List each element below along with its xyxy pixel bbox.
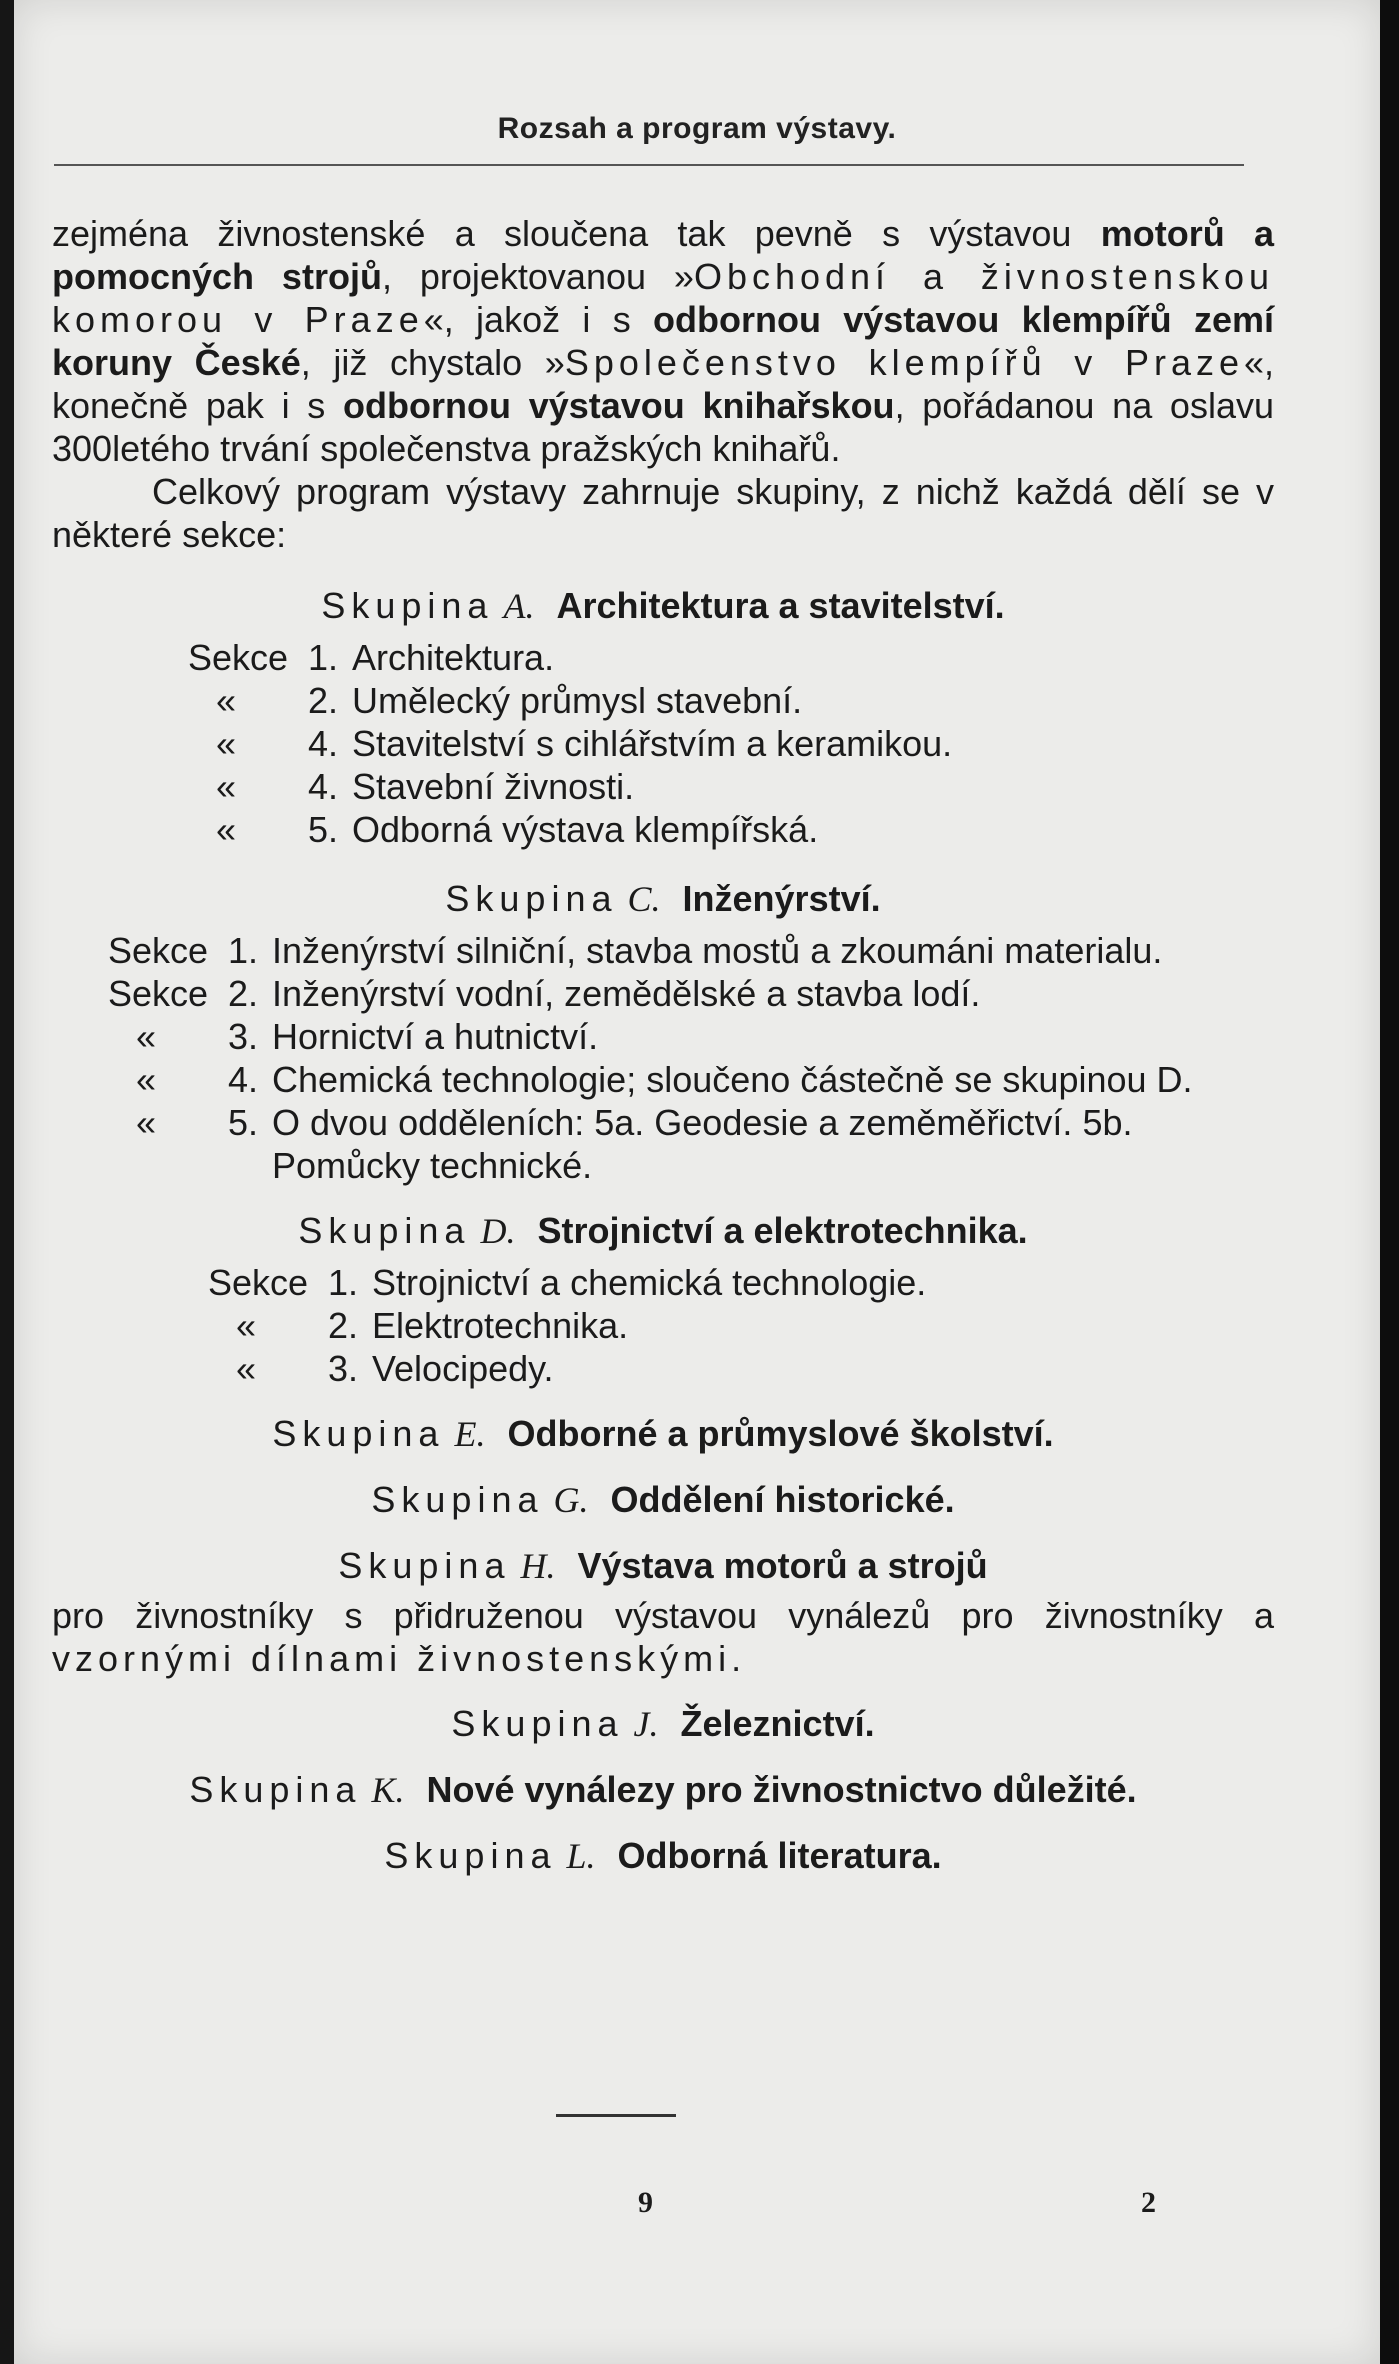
group-letter: J. — [633, 1704, 659, 1744]
intro-run: motorů a pomocných strojů — [52, 213, 1274, 297]
intro-run: , pořádanou na oslavu 300letého trvání společenstva pražských knihařů. — [52, 385, 1274, 469]
group-title: Odborná literatura. — [617, 1835, 942, 1876]
group-letter: C. — [627, 879, 661, 919]
group-title: Nové vynálezy pro živnostnictvo důležité. — [426, 1769, 1137, 1810]
section-number: 4. — [307, 723, 338, 764]
section-row: Sekce 2. Inženýrství vodní, zemědělské a stavba lodí. — [214, 972, 1274, 1015]
section-text: Strojnictví a chemická technologie. — [372, 1262, 927, 1303]
intro-run: Obchodní a živnostenskou komorou v Praze — [52, 256, 1275, 340]
section-text: Odborná výstava klempířská. — [352, 809, 819, 850]
group — [52, 1209, 1274, 1390]
intro-paragraph-1 — [52, 212, 1274, 470]
intro-run: «, konečně pak i s — [52, 342, 1275, 426]
section-text: Hornictví a hutnictví. — [272, 1016, 599, 1057]
header-rule — [54, 164, 1244, 166]
group-note-spaced: vzornými dílnami živnostenskými. — [52, 1638, 747, 1679]
group — [52, 1544, 1274, 1680]
group — [52, 1834, 1274, 1878]
section-row: Sekce 1. Architektura. — [294, 636, 1274, 679]
group-heading — [52, 584, 1274, 628]
group-heading — [52, 1768, 1274, 1812]
running-header: Rozsah a program výstavy. — [497, 112, 897, 145]
section-number: 1. — [327, 1262, 358, 1303]
section-number: 5. — [307, 809, 338, 850]
intro-paragraph-2: Celkový program výstavy zahrnuje skupiny, z nichž každá dělí se v některé sekce: — [52, 471, 1274, 555]
group-heading — [52, 1209, 1274, 1253]
section-text: O dvou odděleních: 5a. Geodesie a zeměměřictví. 5b. Pomůcky technické. — [272, 1102, 1133, 1186]
section-text: Inženýrství silniční, stavba mostů a zkoumáni materialu. — [272, 930, 1163, 971]
group-word: Skupina — [384, 1835, 557, 1876]
group-letter: L. — [566, 1836, 596, 1876]
group-word: Skupina — [298, 1210, 471, 1251]
section-text: Umělecký průmysl stavební. — [352, 680, 803, 721]
group-word: Skupina — [371, 1479, 544, 1520]
intro-run: , již chystalo » — [300, 342, 565, 383]
group-word: Skupina — [445, 878, 618, 919]
intro-run: zejména živnostenské a sloučena tak pevně s výstavou — [52, 213, 1101, 254]
group-note-text: pro živnostníky s přidruženou výstavou vynálezů pro živnostníky a — [52, 1595, 1274, 1636]
scan-edge — [1380, 0, 1399, 2364]
section-text: Architektura. — [352, 637, 555, 678]
section-number: 1. — [307, 637, 338, 678]
footer-rule — [556, 2114, 676, 2117]
group-title: Odborné a průmyslové školství. — [507, 1413, 1054, 1454]
group-letter: G. — [553, 1480, 589, 1520]
group-heading — [52, 1834, 1274, 1878]
group-word: Skupina — [272, 1413, 445, 1454]
section-list — [52, 636, 1274, 851]
group — [52, 1768, 1274, 1812]
intro-run: «, jakož i s — [423, 299, 653, 340]
group-letter: A. — [503, 586, 535, 626]
group — [52, 1412, 1274, 1456]
section-number: 2. — [227, 973, 258, 1014]
section-text: Elektrotechnika. — [372, 1305, 629, 1346]
group — [52, 1702, 1274, 1746]
section-text: Inženýrství vodní, zemědělské a stavba lodí. — [272, 973, 981, 1014]
group — [52, 584, 1274, 851]
group-title: Železnictví. — [680, 1703, 875, 1744]
group-list — [52, 584, 1274, 1878]
group — [52, 877, 1274, 1187]
section-row: » 3. Hornictví a hutnictví. — [214, 1015, 1274, 1058]
section-row: » 4. Stavební živnosti. — [294, 765, 1274, 808]
section-number: 5. — [227, 1102, 258, 1143]
group-word: Skupina — [451, 1703, 624, 1744]
section-number: 1. — [227, 930, 258, 971]
section-text: Stavební živnosti. — [352, 766, 635, 807]
section-number: 3. — [227, 1016, 258, 1057]
page-number: 2 — [1141, 2186, 1156, 2219]
page-body — [52, 212, 1274, 1878]
group-heading — [52, 1412, 1274, 1456]
signature-mark: 9 — [638, 2186, 653, 2219]
group-word: Skupina — [321, 585, 494, 626]
section-row: » 5. O dvou odděleních: 5a. Geodesie a zeměměřictví. 5b. Pomůcky technické. — [214, 1101, 1274, 1187]
section-number: 2. — [327, 1305, 358, 1346]
section-row: » 2. Umělecký průmysl stavební. — [294, 679, 1274, 722]
group — [52, 1478, 1274, 1522]
group-note — [52, 1594, 1274, 1680]
section-number: 3. — [327, 1348, 358, 1389]
group-letter: H. — [520, 1546, 556, 1586]
group-letter: K. — [371, 1770, 405, 1810]
group-word: Skupina — [338, 1545, 511, 1586]
section-number: 2. — [307, 680, 338, 721]
group-title: Oddělení historické. — [610, 1479, 955, 1520]
group-letter: E. — [454, 1414, 486, 1454]
section-number: 4. — [307, 766, 338, 807]
group-title: Inženýrství. — [682, 878, 881, 919]
section-text: Chemická technologie; sloučeno částečně se skupinou D. — [272, 1059, 1193, 1100]
section-row: Sekce 1. Inženýrství silniční, stavba mostů a zkoumáni materialu. — [214, 929, 1274, 972]
group-title: Strojnictví a elektrotechnika. — [537, 1210, 1028, 1251]
section-row: » 4. Stavitelství s cihlářstvím a keramikou. — [294, 722, 1274, 765]
group-title: Výstava motorů a strojů — [577, 1545, 988, 1586]
page — [14, 0, 1380, 2364]
intro-run: , projektovanou » — [381, 256, 694, 297]
section-row: » 4. Chemická technologie; sloučeno částečně se skupinou D. — [214, 1058, 1274, 1101]
section-row: Sekce 1. Strojnictví a chemická technologie. — [314, 1261, 1274, 1304]
section-text: Velocipedy. — [372, 1348, 554, 1389]
section-number: 4. — [227, 1059, 258, 1100]
section-list — [52, 929, 1274, 1187]
section-text: Stavitelství s cihlářstvím a keramikou. — [352, 723, 953, 764]
section-row: » 5. Odborná výstava klempířská. — [294, 808, 1274, 851]
group-heading — [52, 877, 1274, 921]
section-list — [52, 1261, 1274, 1390]
group-letter: D. — [480, 1211, 516, 1251]
intro-run: odbornou výstavou knihařskou — [343, 385, 895, 426]
intro-run: odbornou výstavou klempířů zemí koruny České — [52, 299, 1275, 383]
intro-run: Společenstvo klempířů v Praze — [564, 342, 1244, 383]
group-title: Architektura a stavitelství. — [556, 585, 1005, 626]
group-heading — [52, 1544, 1274, 1588]
group-heading — [52, 1702, 1274, 1746]
group-word: Skupina — [189, 1769, 362, 1810]
group-heading — [52, 1478, 1274, 1522]
intro — [52, 212, 1274, 556]
section-row: » 2. Elektrotechnika. — [314, 1304, 1274, 1347]
section-row: » 3. Velocipedy. — [314, 1347, 1274, 1390]
